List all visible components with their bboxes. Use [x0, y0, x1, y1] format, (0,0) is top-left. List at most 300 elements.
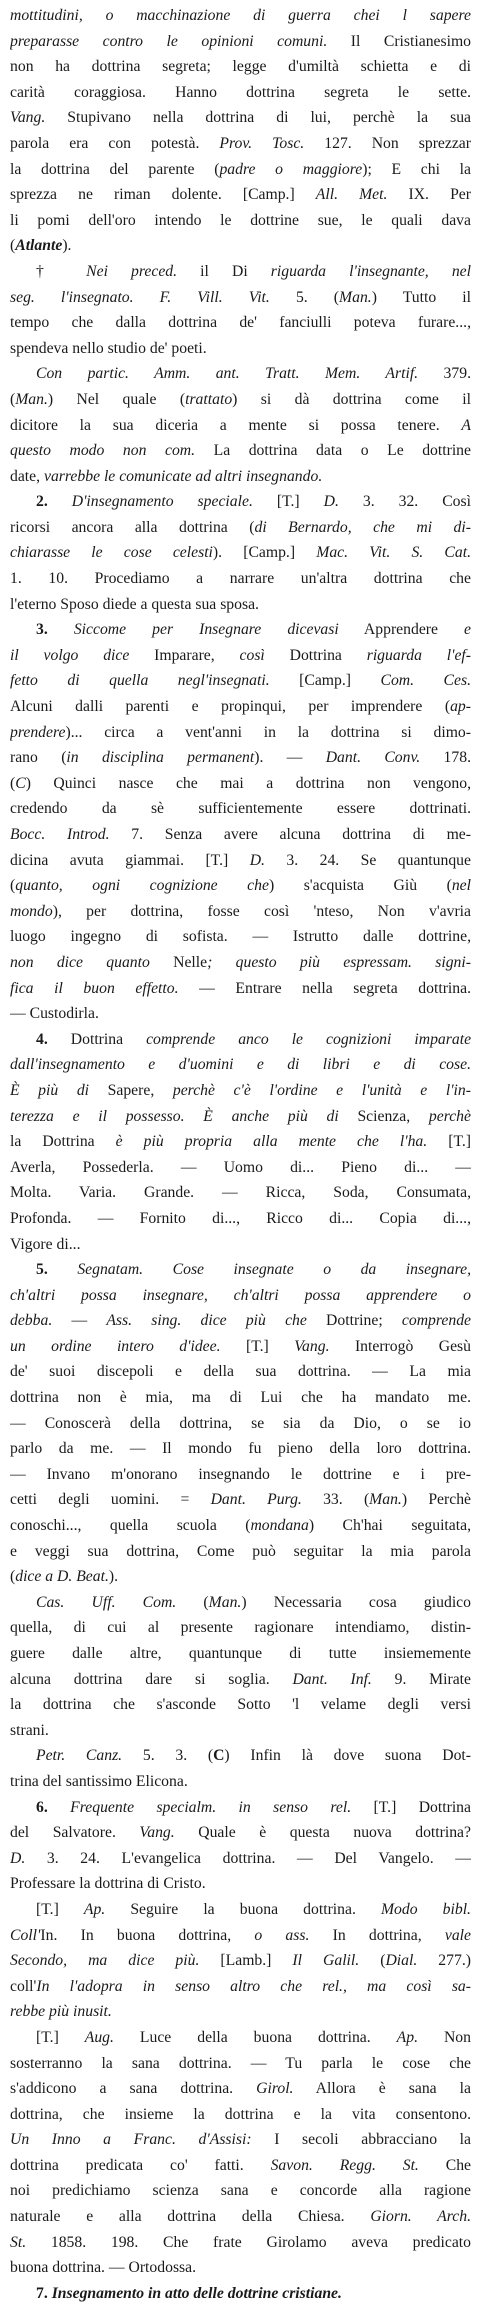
- text-run: I secoli abbracciano la: [251, 2131, 471, 2149]
- text-run: —: [52, 1312, 107, 1330]
- text-run: dottrina, che insieme la dottrina e la vita consentono.: [10, 2105, 471, 2123]
- text-run: vale: [444, 1926, 471, 1944]
- text-run: A: [461, 416, 471, 434]
- text-line: [10, 413, 471, 439]
- text-line: [10, 2076, 471, 2102]
- text-run: Allora è sana la: [293, 2080, 471, 2098]
- text-run: Dant. Purg.: [210, 1491, 302, 1509]
- text-run: dicitore la sua diceria a mente si possa tenere.: [10, 416, 462, 434]
- text-line: [10, 1411, 471, 1437]
- text-run: 178.: [420, 749, 471, 767]
- text-line: [10, 1385, 471, 1411]
- text-run: Petr. Canz.: [36, 1747, 123, 1765]
- text-run: Girol.: [256, 2080, 294, 2098]
- text-run: la dottrina che s'asconde Sotto 'l velame degli versi: [10, 1696, 471, 1714]
- text-run: dice a D. Beat.: [15, 1568, 109, 1586]
- text-line: [10, 1897, 471, 1923]
- text-run: (: [359, 1952, 386, 1970]
- text-run: D'insegnamento speciale.: [71, 493, 253, 511]
- text-line: [10, 643, 471, 669]
- text-line: [10, 694, 471, 720]
- text-run: — Conoscerà della dottrina, se sia da Dio, o se io: [10, 1414, 471, 1432]
- text-run: Insegnamento in atto delle dottrine cristiane.: [51, 2284, 342, 2302]
- text-line: [10, 950, 471, 976]
- text-run: un ordine intero d'idee.: [10, 1337, 221, 1355]
- text-run: 7. Senza avere alcuna dottrina di me-: [109, 826, 471, 843]
- text-line: [10, 1718, 471, 1744]
- text-run: tempo che dalla dottrina de' fanciulli poteva furare...,: [10, 314, 471, 332]
- text-run: noi predichiamo scienza sana e concorde alla ragione: [10, 2182, 471, 2200]
- text-line: [10, 1052, 471, 1078]
- text-run: 379.: [418, 365, 471, 383]
- text-run: o ass.: [254, 1926, 310, 1944]
- text-line: [10, 2281, 471, 2306]
- text-run: ) Necessaria cosa giudico: [241, 1593, 471, 1611]
- text-run: riguarda l'ef-: [366, 646, 471, 664]
- text-run: Il Cristianesimo: [327, 32, 471, 50]
- text-run: È più di: [10, 1081, 90, 1099]
- text-line: [10, 1027, 471, 1053]
- text-run: parlo da me. — Il mondo fu pieno della loro dottrina.: [10, 1440, 471, 1458]
- text-run: Vang.: [139, 1824, 175, 1842]
- text-run: Stupivano nella dottrina di lui, perchè la sua: [45, 109, 471, 127]
- text-run: [T.]: [220, 1337, 295, 1355]
- text-run: In dottrina,: [309, 1926, 445, 1944]
- text-run: (: [176, 1593, 209, 1611]
- text-line: [10, 515, 471, 541]
- text-run: 1858. 198. Che frate Girolamo aveva predicato: [26, 2233, 471, 2251]
- text-run: debba.: [10, 1312, 53, 1330]
- text-run: ) Quinci nasce che mai a dottrina non vengono,: [25, 774, 471, 792]
- text-run: fetto di quella negl'insegnati.: [10, 672, 270, 690]
- text-run: 9. Mirate: [371, 1670, 471, 1688]
- text-run: 6.: [36, 1798, 71, 1816]
- text-run: 2.: [36, 493, 72, 511]
- text-run: la dottrina del parente (: [10, 160, 220, 178]
- text-run: Dant. Inf.: [292, 1670, 372, 1688]
- text-run: ); E chi la: [362, 160, 471, 178]
- text-run: ) Nel quale (: [47, 390, 186, 408]
- text-run: mondo: [10, 902, 53, 920]
- text-line: [10, 464, 471, 490]
- text-run: Dant. Conv.: [325, 749, 421, 767]
- text-run: ch'altri possa insegnare, ch'altri possa apprendere o: [10, 1286, 471, 1304]
- text-run: trattato: [185, 390, 233, 408]
- text-line: [10, 1155, 471, 1181]
- text-run: Man.: [208, 1593, 242, 1611]
- text-run: Nei preced.: [86, 262, 178, 280]
- text-line: [10, 976, 471, 1002]
- text-run: Giorn. Arch.: [370, 2208, 471, 2226]
- text-run: buona dottrina. — Ortodossa.: [10, 2259, 197, 2277]
- text-line: [10, 1641, 471, 1667]
- text-run: parola era con potestà.: [10, 134, 220, 152]
- text-run: Cas. Uff. Com.: [36, 1593, 177, 1611]
- text-line: [10, 873, 471, 899]
- text-run: [223, 289, 249, 306]
- text-run: (: [10, 877, 16, 895]
- text-run: Imparare,: [129, 646, 240, 664]
- text-line: [10, 259, 471, 285]
- text-run: D.: [10, 1849, 26, 1867]
- text-run: Profonda. — Fornito di..., Ricco di... Copia di...,: [10, 1209, 471, 1227]
- text-line: [10, 182, 471, 208]
- text-run: di Bernardo, che mi di-: [254, 518, 471, 536]
- text-run: Che: [418, 2156, 471, 2174]
- text-run: Man.: [15, 390, 48, 408]
- text-line: [10, 3, 471, 29]
- text-line: [10, 1462, 471, 1488]
- text-run: perchè: [428, 1107, 471, 1125]
- text-run: C: [213, 1747, 225, 1765]
- text-run: Dottrina: [264, 646, 367, 664]
- text-run: Vigore di...: [10, 1235, 81, 1253]
- text-line: [10, 924, 471, 950]
- text-run: padre o maggiore: [219, 160, 363, 178]
- text-run: ).: [62, 237, 72, 255]
- text-line: [10, 745, 471, 771]
- text-run: Man.: [369, 1491, 402, 1509]
- text-line: [10, 2255, 471, 2281]
- text-run: Molta. Varia. Grande. — Ricca, Soda, Consumata,: [10, 1184, 471, 1202]
- text-run: trina del santissimo Elicona.: [10, 1772, 188, 1790]
- text-line: [10, 1436, 471, 1462]
- text-run: il: [177, 262, 209, 280]
- text-run: Atlante: [15, 237, 63, 255]
- text-run: Professare la dottrina di Cristo.: [10, 1875, 206, 1893]
- text-run: ), per dottrina, fosse così 'nteso, Non v'avria: [52, 902, 471, 920]
- text-run: 277.): [417, 1952, 471, 1970]
- text-line: [10, 1795, 471, 1821]
- text-run: Bocc. Introd.: [10, 826, 110, 843]
- entry-text-column: [10, 3, 471, 2306]
- text-line: [10, 1283, 471, 1309]
- text-run: Seguire la buona dottrina.: [105, 1900, 381, 1918]
- text-run: ) Perchè: [401, 1491, 471, 1509]
- text-line: [10, 1615, 471, 1641]
- text-run: [T.] Dottrina: [351, 1798, 471, 1816]
- text-run: ap-: [450, 698, 471, 716]
- text-run: La dottrina data o Le dottrine: [195, 442, 471, 460]
- text-run: 3.: [36, 621, 74, 639]
- text-line: [10, 2153, 471, 2179]
- text-line: [10, 1974, 471, 2000]
- text-line: [10, 899, 471, 925]
- text-run: chiarasse le cose celesti: [10, 544, 213, 562]
- text-run: ).: [108, 1568, 119, 1586]
- text-run: Sapere,: [89, 1081, 173, 1099]
- text-run: ). —: [254, 749, 326, 767]
- text-run: 5. (: [269, 288, 340, 306]
- text-run: Segnatam. Cose insegnate o da insegnare,: [77, 1261, 471, 1279]
- text-line: [10, 2230, 471, 2256]
- text-run: non dice quanto: [10, 953, 150, 971]
- text-run: Dial.: [385, 1952, 418, 1970]
- text-line: [10, 1539, 471, 1565]
- text-run: il volgo dice: [10, 646, 130, 664]
- text-run: seg. l'insegnato. F. Vill.: [10, 288, 223, 306]
- text-run: perchè c'è l'ordine e l'unità e l'in-: [172, 1081, 471, 1099]
- text-run: Vang.: [294, 1337, 330, 1355]
- text-line: [10, 1999, 471, 2025]
- text-run: Di: [208, 262, 271, 280]
- text-line: [10, 1820, 471, 1846]
- text-run: l'eterno Sposo diede a questa sua sposa.: [10, 595, 259, 613]
- text-run: 3. 24. Se quantunque: [264, 851, 471, 869]
- text-run: Frequente specialm. in senso rel.: [70, 1798, 352, 1816]
- text-run: prendere: [10, 723, 66, 741]
- text-run: questo modo non com.: [10, 442, 196, 460]
- text-run: Siccome per Insegnare dicevasi: [73, 621, 339, 639]
- text-line: [10, 1078, 471, 1104]
- text-line: [10, 1359, 471, 1385]
- text-run: Alcuni dalli parenti e propinqui, per imprendere (: [10, 698, 451, 716]
- text-run: ) Ch'hai seguitata,: [308, 1517, 471, 1535]
- text-line: [10, 1206, 471, 1232]
- text-line: [10, 668, 471, 694]
- text-run: ricorsi ancora alla dottrina (: [10, 518, 255, 536]
- text-line: [10, 2204, 471, 2230]
- text-line: [10, 796, 471, 822]
- text-line: [10, 285, 471, 311]
- text-line: [10, 1692, 471, 1718]
- text-line: [10, 2025, 471, 2051]
- text-run: Quale è questa nuova dottrina?: [174, 1824, 471, 1842]
- text-run: 4.: [36, 1030, 71, 1048]
- text-run: varrebbe le comunicate ad altri insegnando.: [43, 467, 323, 485]
- text-line: [10, 2178, 471, 2204]
- text-run: Secondo, ma dice più.: [10, 1952, 200, 1970]
- text-line: [10, 771, 471, 797]
- text-run: dottrina non è mia, ma di Lui che ha mandato me.: [10, 1389, 471, 1407]
- text-run: Modo bibl.: [380, 1900, 471, 1918]
- text-run: naturale e alla dottrina della Chiesa.: [10, 2208, 371, 2226]
- text-line: [10, 29, 471, 55]
- text-line: [10, 54, 471, 80]
- text-run: (: [10, 774, 16, 792]
- text-run: Prov. Tosc.: [219, 134, 305, 152]
- text-line: [10, 131, 471, 157]
- text-run: strani.: [10, 1721, 49, 1739]
- text-line: [10, 80, 471, 106]
- text-run: Coll': [10, 1926, 41, 1944]
- text-line: [10, 233, 471, 259]
- text-line: [10, 592, 471, 618]
- text-line: [10, 438, 471, 464]
- text-run: Aug.: [84, 2028, 114, 2046]
- text-run: Un Inno a Franc. d'Assisi:: [10, 2131, 252, 2149]
- text-run: così: [239, 646, 265, 664]
- text-line: [10, 1769, 471, 1795]
- text-run: e veggi sua dottrina, Come può seguitar la mia parola: [10, 1542, 471, 1560]
- text-run: è più propria alla mente che l'ha.: [115, 1133, 428, 1151]
- text-run: Il Galil.: [292, 1952, 360, 1970]
- text-run: (: [10, 390, 16, 408]
- text-run: sosterranno la sana dottrina. — Tu parla le cose che: [10, 2054, 471, 2072]
- text-run: Dottrine;: [306, 1312, 402, 1330]
- text-run: ). [Camp.]: [212, 544, 317, 562]
- text-run: credendo da sè sufficientemente essere dottrinati.: [10, 800, 471, 818]
- text-line: [10, 2051, 471, 2077]
- text-run: 1. 10. Procediamo a narrare un'altra dottrina che: [10, 570, 471, 588]
- text-line: [10, 361, 471, 387]
- text-run: del Salvatore.: [10, 1824, 140, 1842]
- text-run: dottrina predicata co' fatti.: [10, 2156, 271, 2174]
- text-run: fica il buon effetto.: [10, 979, 179, 997]
- text-run: (: [10, 1568, 16, 1586]
- text-line: [10, 489, 471, 515]
- text-line: [10, 720, 471, 746]
- text-run: terezza e il possesso. È anche più di: [10, 1107, 339, 1125]
- text-run: de' suoi discepoli e della sua dottrina. — La mia: [10, 1363, 471, 1381]
- text-line: [10, 1667, 471, 1693]
- text-line: [10, 2102, 471, 2128]
- text-run: Non: [418, 2028, 471, 2046]
- text-run: †: [36, 262, 87, 280]
- text-run: D.: [249, 851, 265, 869]
- text-run: [T.]: [36, 2028, 85, 2046]
- text-run: )... circa a vent'anni in la dottrina si dimo-: [65, 723, 471, 741]
- text-run: IX. Per: [387, 186, 471, 204]
- text-run: 127. Non sprezzar: [304, 134, 471, 152]
- text-line: [10, 1180, 471, 1206]
- text-run: [T.]: [36, 1900, 84, 1918]
- text-run: nel: [451, 877, 471, 895]
- text-run: ; questo più espressam. signi-: [207, 953, 471, 971]
- text-run: mottitudini, o macchinazione di guerra chei l sapere: [10, 7, 471, 24]
- text-line: [10, 336, 471, 362]
- text-run: guere dalle altre, quantunque di tutte insiememente: [10, 1645, 471, 1662]
- text-run: [T.]: [427, 1133, 471, 1151]
- text-line: [10, 105, 471, 131]
- text-line: [10, 157, 471, 183]
- text-run: D.: [323, 493, 339, 511]
- text-run: in disciplina permanent: [66, 749, 255, 767]
- text-line: [10, 387, 471, 413]
- text-run: rano (: [10, 749, 67, 767]
- text-line: [10, 1743, 471, 1769]
- text-run: 5.: [36, 1261, 78, 1279]
- text-run: [Camp.]: [269, 672, 381, 690]
- text-run: mondana: [250, 1517, 309, 1535]
- text-line: [10, 1923, 471, 1949]
- text-run: s'addicono a sana dottrina.: [10, 2080, 257, 2098]
- text-run: Man.: [339, 288, 372, 306]
- text-run: Nelle: [149, 953, 208, 971]
- text-line: [10, 566, 471, 592]
- text-run: carità coraggiosa. Hanno dottrina segreta le sette.: [10, 83, 471, 101]
- text-line: [10, 540, 471, 566]
- text-run: date,: [10, 467, 44, 485]
- text-run: alcuna dottrina dare si soglia.: [10, 1670, 293, 1688]
- text-run: — Custodirla.: [10, 1005, 99, 1023]
- text-line: [10, 822, 471, 848]
- text-run: Averla, Possederla. — Uomo di... Pieno di... —: [10, 1158, 471, 1176]
- text-run: Dottrina: [21, 1133, 116, 1151]
- text-run: e: [464, 621, 471, 639]
- text-run: Dottrina: [70, 1030, 147, 1048]
- text-run: quella, di cui al presente ragionare intendiamo, distin-: [10, 1619, 471, 1637]
- text-run: Interrogò Gesù: [329, 1337, 471, 1355]
- text-run: luogo ingegno di sofista. — Istrutto dalle dottrine,: [10, 928, 471, 946]
- text-run: dicina avuta giammai. [T.]: [10, 851, 250, 869]
- text-run: Scienza,: [338, 1107, 429, 1125]
- text-run: In. In buona dottrina,: [40, 1926, 255, 1944]
- text-run: coll': [10, 1977, 37, 1995]
- text-line: [10, 1334, 471, 1360]
- text-line: [10, 1846, 471, 1872]
- text-run: comprende: [401, 1312, 471, 1330]
- text-run: ) Tutto il: [371, 288, 471, 306]
- text-run: All. Met.: [315, 186, 388, 204]
- text-run: Vang.: [10, 109, 46, 127]
- text-line: [10, 1871, 471, 1897]
- text-run: Ap.: [396, 2028, 418, 2046]
- text-run: ) Infin là dove suona Dot-: [224, 1747, 471, 1765]
- text-run: 5. 3. (: [122, 1747, 214, 1765]
- text-run: 3. 24. L'evangelica dottrina. — Del Vangelo. —: [25, 1849, 471, 1867]
- text-run: Com. Ces.: [380, 672, 471, 690]
- text-run: [Lamb.]: [199, 1952, 293, 1970]
- text-run: Ass. sing. dice più che: [106, 1312, 307, 1330]
- text-run: Apprendere: [338, 621, 465, 639]
- text-line: [10, 1232, 471, 1258]
- text-line: [10, 310, 471, 336]
- text-run: Con partic. Amm. ant. Tratt. Mem. Artif.: [36, 365, 419, 383]
- text-run: non ha dottrina segreta; legge d'umiltà schietta e di: [10, 58, 471, 76]
- text-run: la: [10, 1133, 22, 1151]
- text-run: Savon. Regg. St.: [270, 2156, 419, 2174]
- text-run: 3. 32. Così: [338, 493, 471, 511]
- text-run: St.: [10, 2233, 27, 2251]
- text-run: C: [15, 774, 26, 792]
- text-line: [10, 1104, 471, 1130]
- text-run: 33. (: [301, 1491, 370, 1509]
- text-run: rebbe più inusit.: [10, 2003, 112, 2021]
- text-run: Ap.: [83, 1900, 106, 1918]
- text-run: — Entrare nella segreta dottrina.: [178, 979, 471, 997]
- text-line: [10, 1564, 471, 1590]
- text-line: [10, 1001, 471, 1027]
- text-run: Mac. Vit. S. Cat.: [316, 544, 471, 562]
- text-line: [10, 1487, 471, 1513]
- text-run: (: [10, 237, 16, 255]
- text-run: ) si dà dottrina come il: [232, 390, 471, 408]
- text-run: In l'adopra in senso altro che rel., ma così sa-: [36, 1977, 471, 1995]
- text-line: [10, 617, 471, 643]
- text-line: [10, 1129, 471, 1155]
- text-run: preparasse contro le opinioni comuni.: [10, 32, 328, 50]
- text-run: Vit.: [248, 288, 270, 306]
- text-run: spendeva nello studio de' poeti.: [10, 339, 207, 357]
- text-run: li pomi dell'oro intendo le dottrine sue, le quali dava: [10, 211, 471, 229]
- text-run: quanto, ogni cognizione che: [15, 877, 269, 895]
- text-line: [10, 208, 471, 234]
- text-run: conoschi..., quella scuola (: [10, 1517, 251, 1535]
- text-run: 7.: [36, 2284, 52, 2302]
- text-run: Luce della buona dottrina.: [113, 2028, 397, 2046]
- text-run: — Invano m'onorano insegnando le dottrine e i pre-: [10, 1465, 471, 1483]
- text-run: comprende anco le cognizioni imparate: [146, 1030, 471, 1048]
- text-run: sprezza ne riman dolente. [Camp.]: [10, 186, 316, 204]
- text-line: [10, 1257, 471, 1283]
- text-line: [10, 1948, 471, 1974]
- text-run: cetti degli uomini. =: [10, 1491, 211, 1509]
- text-run: ) s'acquista Giù (: [268, 877, 452, 895]
- text-line: [10, 2127, 471, 2153]
- text-line: [10, 1308, 471, 1334]
- text-run: riguarda l'insegnante, nel: [270, 262, 471, 280]
